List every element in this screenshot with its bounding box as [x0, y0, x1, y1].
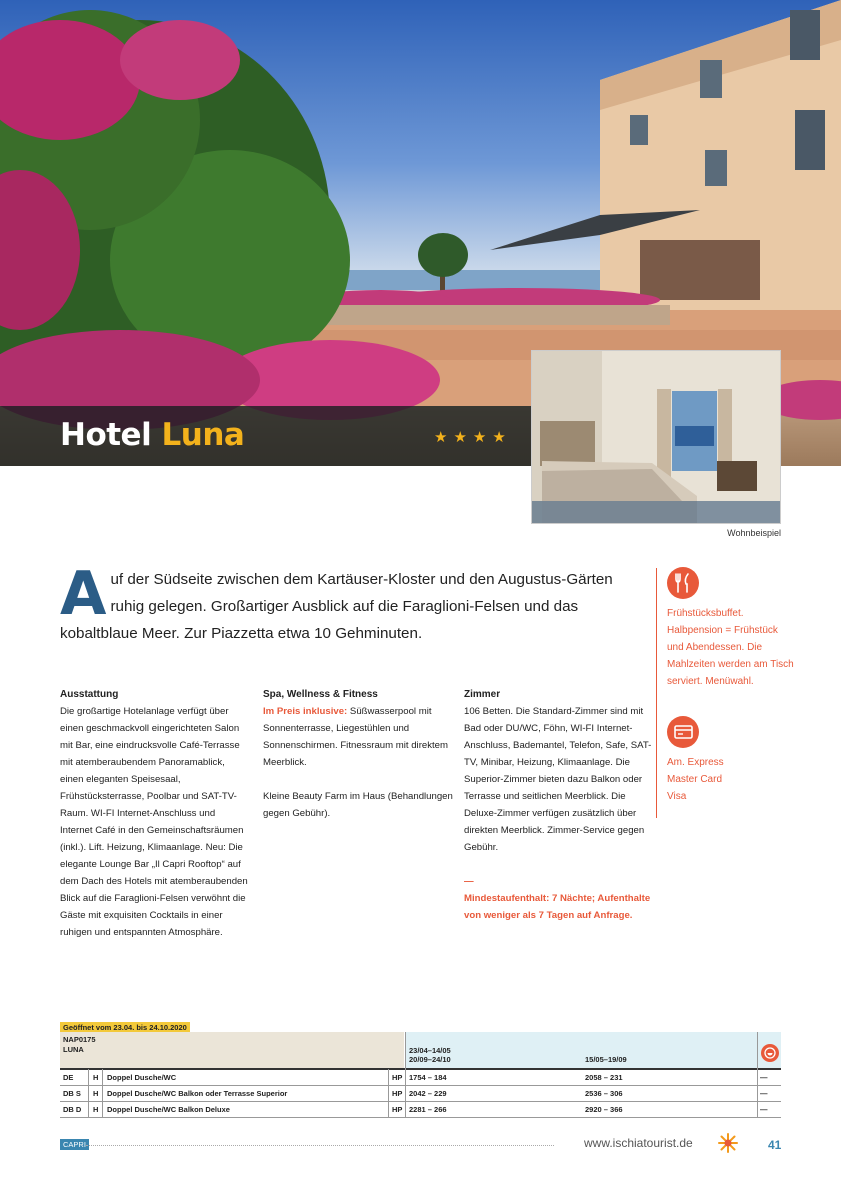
hotel-code-name: LUNA: [63, 1045, 84, 1054]
footer-divider: [86, 1145, 554, 1146]
row-last: —: [760, 1105, 768, 1114]
row-price-1: 1754 – 184: [409, 1073, 447, 1082]
table-rule-bottom: [60, 1117, 781, 1118]
row-board: HP: [392, 1073, 403, 1082]
region-tag: CAPRI: [60, 1139, 89, 1150]
row-code: DB S: [63, 1089, 81, 1098]
table-header-left: [60, 1032, 404, 1068]
period-1b: 20/09–24/10: [409, 1055, 451, 1064]
row-price-1: 2042 – 229: [409, 1089, 447, 1098]
half-board-icon: [761, 1044, 779, 1062]
row-price-2: 2058 – 231: [585, 1073, 623, 1082]
row-desc: Doppel Dusche/WC: [107, 1073, 177, 1082]
page-number: 41: [768, 1138, 782, 1152]
row-board: HP: [392, 1105, 403, 1114]
payment-cards: [667, 754, 797, 805]
room-caption: Wohnbeispiel: [727, 528, 781, 538]
table-row: [60, 1069, 781, 1085]
table-vline: [405, 1032, 406, 1117]
row-h: H: [93, 1073, 99, 1082]
zimmer-text: 106 Betten. Die Standard-Zimmer sind mit Bad oder DU/WC, Föhn, WI-FI Internet-Anschluss, Bademantel, Telefon, Safe, SAT-TV, Minibar, Heizung, Klimaanlage. Die Superior-Zimmer bieten dazu Balkon oder Terrasse und seitlichen Meerblick. Die Deluxe-Zimmer verfügen zusätzlich über direkten Meerblick. Zimmer-Service gegen Gebühr.: [464, 706, 652, 853]
card-amex: Am. Express: [667, 757, 724, 768]
spa-body: Süßwasserpool mit Sonnenterrasse, Liegestühlen und Sonnenschirmen. Fitnessraum mit direktem Meerblick.: [263, 706, 449, 768]
column-ausstattung: [60, 686, 250, 941]
period-2: 15/05–19/09: [585, 1055, 627, 1064]
ausstattung-text: Die großartige Hotelanlage verfügt über einen geschmackvoll eingerichteten Salon mit Bar, eine eindrucksvolle Café-Terrasse mit atemberaubendem Panoramablick, einen eleganten Speisesaal, Frühstücksterrasse, Poolbar und SAT-TV-Raum. WI-FI Internet-Anschluss und Internet Café in den Gemeinschaftsräumen (inkl.). Lift. Heizung, Klimaanlage. Neu: Die elegante Lounge Bar „Il Capri Rooftop“ auf dem Dach des Hotels mit atemberaubenden Blick auf die Faraglioni-Felsen verwöhnt die Gäste mit exquisiten Cocktails in einer ruhigen und entspannten Atmosphäre.: [60, 706, 248, 938]
sidebar-divider: [656, 568, 657, 818]
card-visa: Visa: [667, 791, 687, 802]
column-zimmer: [464, 686, 654, 924]
dropcap: A: [60, 559, 107, 629]
row-price-2: 2536 – 306: [585, 1089, 623, 1098]
hotel-code: [63, 1035, 96, 1055]
fork-knife-icon: [667, 567, 699, 599]
intro-text: uf der Südseite zwischen dem Kartäuser-Kloster und den Augustus-Gärten ruhig gelegen. Großartiger Ausblick auf die Faraglioni-Felsen und das kobaltblaue Meer. Zur Piazzetta etwa 10 Gehminuten.: [60, 571, 613, 642]
spa-text-2: Kleine Beauty Farm im Haus (Behandlungen gegen Gebühr).: [263, 791, 453, 819]
row-desc: Doppel Dusche/WC Balkon Deluxe: [107, 1105, 230, 1114]
row-price-1: 2281 – 266: [409, 1105, 447, 1114]
zimmer-note: Mindestaufenthalt: 7 Nächte; Aufenthalte von weniger als 7 Tagen auf Anfrage.: [464, 893, 651, 921]
meal-info: Frühstücksbuffet. Halbpension = Frühstück und Abendessen. Die Mahlzeiten werden am Tisch serviert. Menüwahl.: [667, 608, 794, 687]
row-last: —: [760, 1073, 768, 1082]
row-price-2: 2920 – 366: [585, 1105, 623, 1114]
spa-text: [263, 703, 453, 771]
row-h: H: [93, 1089, 99, 1098]
table-row: [60, 1085, 781, 1101]
intro-paragraph: [60, 559, 650, 647]
hotel-title-prefix: Hotel: [60, 417, 162, 453]
row-board: HP: [392, 1089, 403, 1098]
column-spa: [263, 686, 453, 822]
zimmer-heading: Zimmer: [464, 689, 501, 700]
credit-card-icon: [667, 716, 699, 748]
hotel-code-value: NAP0175: [63, 1035, 96, 1044]
table-vline: [102, 1069, 103, 1117]
row-h: H: [93, 1105, 99, 1114]
period-1: [409, 1046, 451, 1064]
table-header-right: [405, 1032, 757, 1068]
season-label: Geöffnet vom 23.04. bis 24.10.2020: [60, 1022, 190, 1033]
ausstattung-heading: Ausstattung: [60, 689, 119, 700]
zimmer-dash: —: [464, 876, 474, 887]
row-code: DB D: [63, 1105, 82, 1114]
table-vline: [88, 1069, 89, 1117]
table-vline: [388, 1069, 389, 1117]
hotel-title: [60, 417, 244, 453]
spa-highlight: Im Preis inklusive:: [263, 706, 348, 717]
website-link[interactable]: www.ischiatourist.de: [584, 1136, 693, 1150]
room-photo: [531, 350, 781, 524]
table-row: [60, 1101, 781, 1117]
hotel-title-accent: Luna: [161, 417, 245, 453]
row-last: —: [760, 1089, 768, 1098]
card-mastercard: Master Card: [667, 774, 723, 785]
table-vline: [757, 1032, 758, 1117]
sun-icon: [718, 1133, 738, 1153]
spa-heading: Spa, Wellness & Fitness: [263, 689, 378, 700]
period-1a: 23/04–14/05: [409, 1046, 451, 1055]
row-desc: Doppel Dusche/WC Balkon oder Terrasse Superior: [107, 1089, 288, 1098]
row-code: DE: [63, 1073, 74, 1082]
star-rating: ★★★★: [434, 429, 512, 446]
